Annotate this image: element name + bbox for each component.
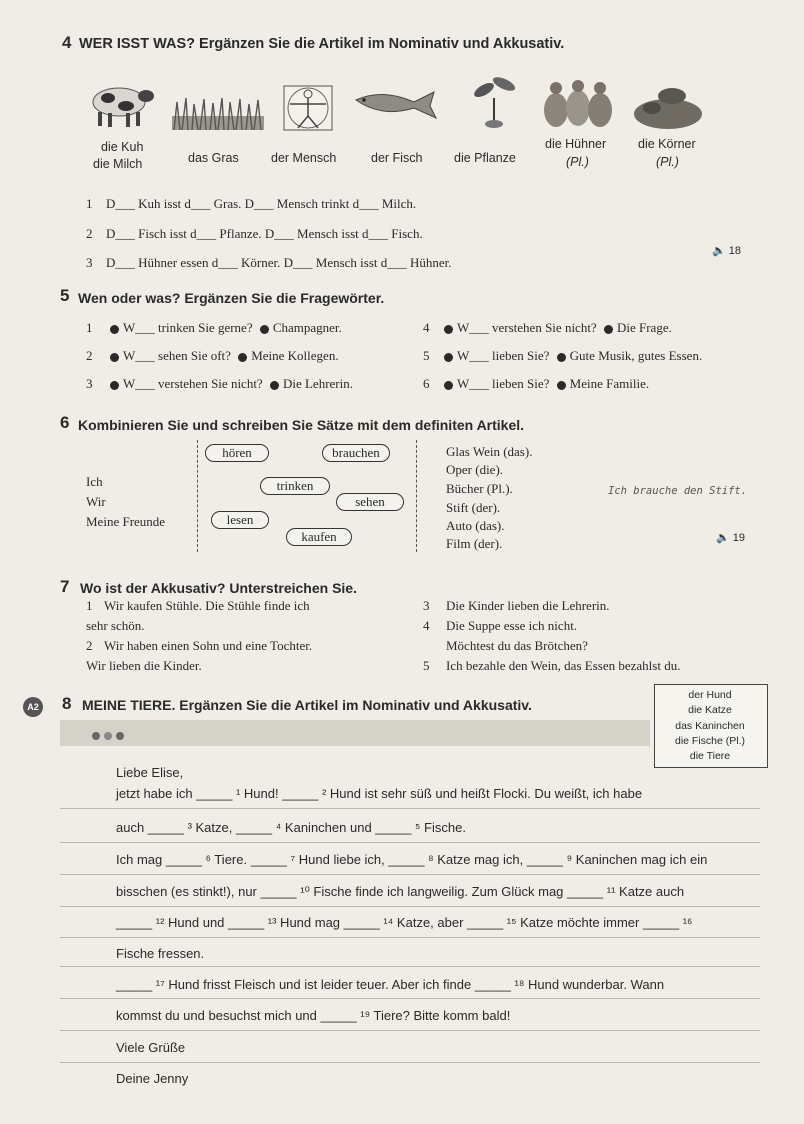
ex7-sentence: Wir kaufen Stühle. Die Stühle finde ich	[104, 598, 310, 613]
object-stift: Stift (der).	[446, 500, 501, 515]
speaker-a-dot	[110, 325, 119, 334]
caption-huehner-pl: (Pl.)	[566, 155, 589, 169]
verb-lesen: lesen	[211, 511, 269, 529]
letter-line: jetzt habe ich _____ ¹ Hund! _____ ² Hund ist sehr süß und heißt Flocki. Du weißt, ich habe	[116, 786, 643, 801]
verb-kaufen: kaufen	[286, 528, 352, 546]
audio-track-18[interactable]: 🔈 18	[712, 245, 742, 257]
speaker-a-dot	[444, 353, 453, 362]
ex7-sentence: sehr schön.	[86, 618, 145, 633]
object-buecher: Bücher (Pl.).	[446, 481, 513, 496]
grains-icon	[632, 80, 704, 130]
verb-brauchen: brauchen	[322, 444, 390, 462]
ex5-item-num: 5	[423, 348, 430, 363]
ex5-item-num: 1	[86, 320, 93, 335]
ex5-number: 5	[60, 286, 70, 305]
caption-huehner: die Hühner	[545, 137, 607, 151]
ex5-item: W___ sehen Sie oft? Meine Kollegen.	[106, 348, 339, 364]
divider	[60, 808, 760, 809]
verb-hoeren: hören	[205, 444, 269, 462]
subject-wir: Wir	[86, 494, 106, 509]
divider	[60, 1030, 760, 1031]
speaker-b-dot	[238, 353, 247, 362]
word-hund: der Hund	[688, 689, 732, 701]
ex5-item-num: 4	[423, 320, 430, 335]
ex5-item-num: 6	[423, 376, 430, 391]
speaker-b-dot	[604, 325, 613, 334]
caption-koerner-pl: (Pl.)	[656, 155, 679, 169]
caption-pflanze: die Pflanze	[454, 151, 516, 165]
ex7-item-num: 2	[86, 638, 93, 653]
object-film: Film (der).	[446, 536, 503, 551]
ex7-sentence: Die Kinder lieben die Lehrerin.	[446, 598, 610, 613]
verb-trinken: trinken	[260, 477, 330, 495]
ex5-item: W___ verstehen Sie nicht? Die Frage.	[440, 320, 672, 336]
object-auto: Auto (das).	[446, 518, 505, 533]
object-glas-wein: Glas Wein (das).	[446, 444, 533, 459]
word-kaninchen: das Kaninchen	[675, 720, 745, 732]
letter-line: _____ ¹⁷ Hund frisst Fleisch und ist leider teuer. Aber ich finde _____ ¹⁸ Hund wunderbar. Wann	[116, 977, 665, 992]
ex7-sentence: Wir haben einen Sohn und eine Tochter.	[104, 638, 313, 653]
letter-line: bisschen (es stinkt!), nur _____ ¹⁰ Fische finde ich langweilig. Zum Glück mag _____ ¹¹ Katze auch	[116, 884, 685, 899]
ex7-sentence: Die Suppe esse ich nicht.	[446, 618, 578, 633]
ex4-sentence: D___ Fisch isst d___ Pflanze. D___ Mensch isst d___ Fisch.	[106, 226, 423, 241]
caption-gras: das Gras	[188, 151, 239, 165]
word-fische: die Fische (Pl.)	[674, 735, 746, 747]
letter-signature: Deine Jenny	[116, 1071, 189, 1086]
ex7-sentence: Wir lieben die Kinder.	[86, 658, 202, 673]
chickens-icon	[542, 74, 614, 132]
audio-track-19[interactable]: 🔈 19	[716, 532, 746, 544]
letter-closing: Viele Grüße	[116, 1040, 186, 1055]
speaker-b-dot	[557, 353, 566, 362]
caption-fisch: der Fisch	[371, 151, 423, 165]
ex4-item-num: 1	[86, 196, 93, 211]
ex7-item-num: 4	[423, 618, 430, 633]
letter-line: kommst du und besuchst mich und _____ ¹⁹ Tiere? Bitte komm bald!	[116, 1008, 511, 1023]
ex4-sentence: D___ Hühner essen d___ Körner. D___ Mensch isst d___ Hühner.	[106, 255, 452, 270]
letter-header-bar	[60, 720, 650, 746]
speaker-b-dot	[260, 325, 269, 334]
grass-icon	[172, 96, 264, 130]
verb-sehen: sehen	[336, 493, 404, 511]
example-sentence: Ich brauche den Stift.	[608, 485, 748, 497]
subject-ich: Ich	[86, 474, 103, 489]
ex7-item-num: 1	[86, 598, 93, 613]
ex6-title: Kombinieren Sie und schreiben Sie Sätze mit dem definiten Artikel.	[78, 417, 525, 433]
ex7-title: Wo ist der Akkusativ? Unterstreichen Sie.	[80, 580, 357, 596]
ex4-sentence: D___ Kuh isst d___ Gras. D___ Mensch trinkt d___ Milch.	[106, 196, 417, 211]
word-tiere: die Tiere	[689, 750, 731, 762]
plant-icon	[470, 72, 520, 130]
ex5-item: W___ lieben Sie? Meine Familie.	[440, 376, 649, 392]
speaker-b-dot	[270, 381, 279, 390]
ex7-sentence: Möchtest du das Brötchen?	[446, 638, 588, 653]
ex5-item-num: 2	[86, 348, 93, 363]
letter-line: Fische fressen.	[116, 946, 205, 961]
word-katze: die Katze	[688, 704, 732, 716]
speaker-a-dot	[110, 381, 119, 390]
ex6-number: 6	[60, 413, 70, 432]
ex4-item-num: 2	[86, 226, 93, 241]
column-divider	[197, 440, 198, 552]
divider	[60, 874, 760, 875]
ex5-item-num: 3	[86, 376, 93, 391]
divider	[60, 1062, 760, 1063]
ex5-item: W___ lieben Sie? Gute Musik, gutes Essen.	[440, 348, 702, 364]
divider	[60, 937, 760, 938]
human-figure-icon	[282, 84, 334, 132]
window-dots	[92, 727, 124, 745]
caption-koerner: die Körner	[638, 137, 696, 151]
speaker-a-dot	[110, 353, 119, 362]
divider	[60, 966, 760, 967]
ex7-item-num: 5	[423, 658, 430, 673]
speaker-b-dot	[557, 381, 566, 390]
level-badge: A2	[23, 697, 43, 717]
ex4-item-num: 3	[86, 255, 93, 270]
ex7-number: 7	[60, 577, 70, 596]
object-oper: Oper (die).	[446, 462, 504, 477]
letter-line: Liebe Elise,	[116, 765, 184, 780]
divider	[60, 998, 760, 999]
letter-line: Ich mag _____ ⁶ Tiere. _____ ⁷ Hund liebe ich, _____ ⁸ Katze mag ich, _____ ⁹ Kaninchen mag ich ein	[116, 852, 708, 867]
caption-milch: die Milch	[93, 157, 143, 171]
ex5-item: W___ trinken Sie gerne? Champagner.	[106, 320, 342, 336]
speaker-icon: 🔈	[716, 532, 730, 544]
speaker-icon: 🔈	[712, 245, 726, 257]
ex5-item: W___ verstehen Sie nicht? Die Lehrerin.	[106, 376, 353, 392]
cow-icon	[86, 80, 156, 130]
speaker-a-dot	[444, 325, 453, 334]
ex7-item-num: 3	[423, 598, 430, 613]
divider	[60, 842, 760, 843]
ex4-number: 4	[62, 33, 72, 52]
letter-line: auch _____ ³ Katze, _____ ⁴ Kaninchen und _____ ⁵ Fische.	[116, 820, 466, 835]
subject-meine-freunde: Meine Freunde	[86, 514, 166, 529]
caption-kuh: die Kuh	[101, 140, 144, 154]
ex7-sentence: Ich bezahle den Wein, das Essen bezahlst du.	[446, 658, 681, 673]
ex8-number: 8	[62, 694, 72, 713]
letter-line: _____ ¹² Hund und _____ ¹³ Hund mag _____ ¹⁴ Katze, aber _____ ¹⁵ Katze möchte immer _____ ¹⁶	[116, 915, 693, 930]
ex5-title: Wen oder was? Ergänzen Sie die Fragewörter.	[78, 290, 385, 306]
ex8-title: MEINE TIERE. Ergänzen Sie die Artikel im Nominativ und Akkusativ.	[82, 697, 532, 713]
column-divider	[416, 440, 417, 552]
caption-mensch: der Mensch	[271, 151, 337, 165]
ex4-title: WER ISST WAS? Ergänzen Sie die Artikel im Nominativ und Akkusativ.	[79, 36, 565, 52]
fish-icon	[352, 86, 438, 122]
divider	[60, 906, 760, 907]
speaker-a-dot	[444, 381, 453, 390]
